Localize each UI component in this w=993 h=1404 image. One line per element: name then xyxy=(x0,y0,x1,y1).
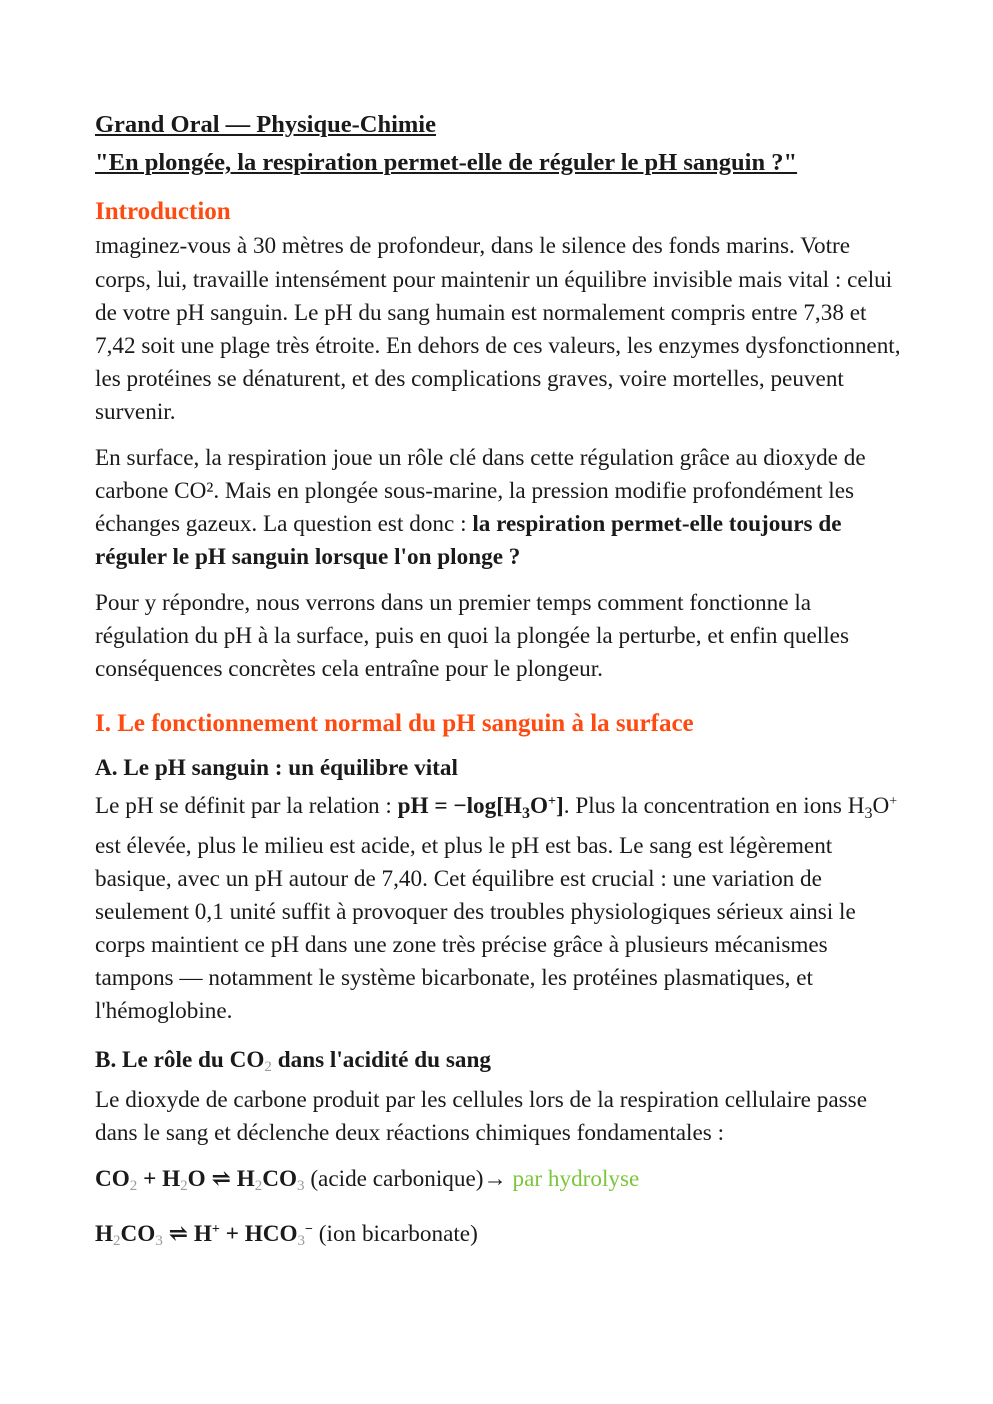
eq2-co: CO xyxy=(120,1221,156,1247)
formula-part-b: O xyxy=(529,793,549,819)
equation-2 xyxy=(95,1213,905,1258)
equation-2-formula xyxy=(95,1221,313,1247)
eq2-h-sub: 2 xyxy=(113,1233,121,1249)
part-b-heading-sub: 2 xyxy=(264,1059,272,1075)
eq2-h: H xyxy=(95,1221,114,1247)
ion-o: O xyxy=(872,793,890,819)
intro-paragraph-3: Pour y répondre, nous verrons dans un premier temps comment fonctionne la régulation du pH à la surface, puis en quoi la plongée la perturbe, et enfin quelles conséquences concrètes cela entraîne pour le plongeur. xyxy=(95,590,849,682)
equation-1-formula xyxy=(95,1166,305,1192)
ion-subscript: 3 xyxy=(864,805,873,822)
part-a-text-1: Le pH se définit par la relation : xyxy=(95,793,398,819)
part-a-paragraph xyxy=(95,785,905,1028)
eq2-label: (ion bicarbonate) xyxy=(313,1221,478,1247)
eq1-h: H xyxy=(236,1166,255,1192)
eq1-co-sub: 2 xyxy=(129,1178,138,1194)
eq2-hco-sub: 3 xyxy=(297,1233,306,1249)
part-b-heading-b: dans l'acidité du sang xyxy=(271,1047,491,1073)
eq1-plus-h: + H xyxy=(137,1166,181,1192)
formula-part-c: ] xyxy=(556,793,564,819)
intro-paragraph-2-text: En surface, la respiration joue un rôle clé dans cette régulation grâce au dioxyde de carbone CO². Mais en plongée sous-marine, la pression modifie profondément les échanges gazeux. La question est donc : xyxy=(95,445,866,537)
eq1-note: par hydrolyse xyxy=(512,1166,640,1192)
intro-paragraph-1-text: maginez-vous à 30 mètres de profondeur, dans le silence des fonds marins. Votre corps, lui, travaille intensément pour maintenir un équilibre invisible mais vital : celui de votre pH sanguin. Le pH du sang humain est normalement compris entre 7,38 et 7,42 soit une plage très étroite. En dehors de ces valeurs, les enzymes dysfonctionnent, les protéines se dénaturent, et des complications graves, voire mortelles, peuvent survenir. xyxy=(95,233,901,425)
eq1-co3-sub: 3 xyxy=(297,1178,305,1194)
document-question: "En plongée, la respiration permet-elle de réguler le pH sanguin ?" xyxy=(95,149,798,176)
intro-heading: Introduction xyxy=(95,198,231,225)
part-b-heading xyxy=(95,1044,905,1084)
eq2-plus-hco: + HCO xyxy=(219,1221,298,1247)
eq1-h2-sub: 2 xyxy=(254,1178,263,1194)
eq2-co-sub: 3 xyxy=(155,1233,163,1249)
intro-problem-statement: la respiration permet-elle toujours de réguler le pH sanguin lorsque l'on plonge ? xyxy=(95,511,842,570)
ph-formula xyxy=(397,793,564,822)
part-a-text-3: est élevée, plus le milieu est acide, et plus le pH est bas. Le sang est légèrement basique, avec un pH autour de 7,40. Cet équilibre est crucial : une variation de seulement 0,1 unité suffit à provoquer des troubles physiologiques sérieux ainsi le corps maintient ce pH dans une zone très précise grâce à plusieurs mécanismes tampons — notamment le système bicarbonate, les protéines plasmatiques, et l'hémoglobine. xyxy=(95,833,856,1024)
formula-subscript: 3 xyxy=(521,805,530,822)
eq1-co3: CO xyxy=(262,1166,298,1192)
eq2-hplus-sup: + xyxy=(211,1222,220,1237)
formula-part-a: pH = −log[H xyxy=(397,793,522,819)
section-1-heading: I. Le fonctionnement normal du pH sanguin à la surface xyxy=(95,710,694,737)
document-page xyxy=(95,106,905,1268)
part-b-paragraph: Le dioxyde de carbone produit par les cellules lors de la respiration cellulaire passe dans le sang et déclenche deux réactions chimiques fondamentales : xyxy=(95,1087,867,1146)
eq1-equilibrium-arrow: ⇌ xyxy=(205,1166,237,1192)
part-a-text-2: . Plus la concentration en ions H xyxy=(563,793,865,819)
eq1-h-sub: 2 xyxy=(180,1178,188,1194)
intro-dropcap: I xyxy=(95,237,101,257)
document-title: Grand Oral — Physique-Chimie xyxy=(95,111,436,138)
intro-paragraph-1 xyxy=(95,230,905,429)
eq1-label: (acide carbonique)→ xyxy=(304,1166,513,1192)
eq2-equilibrium-arrow: ⇌ xyxy=(162,1221,194,1247)
formula-superscript: + xyxy=(548,794,556,809)
eq2-hplus: H xyxy=(193,1221,212,1247)
part-a-heading: A. Le pH sanguin : un équilibre vital xyxy=(95,755,458,781)
eq1-o: O xyxy=(187,1166,206,1192)
intro-paragraph-2 xyxy=(95,442,905,574)
ion-superscript: + xyxy=(889,794,898,809)
eq1-co: CO xyxy=(95,1166,130,1192)
eq2-hco-sup: − xyxy=(305,1222,313,1237)
equation-1 xyxy=(95,1163,905,1203)
part-b-heading-a: B. Le rôle du CO xyxy=(95,1047,265,1073)
